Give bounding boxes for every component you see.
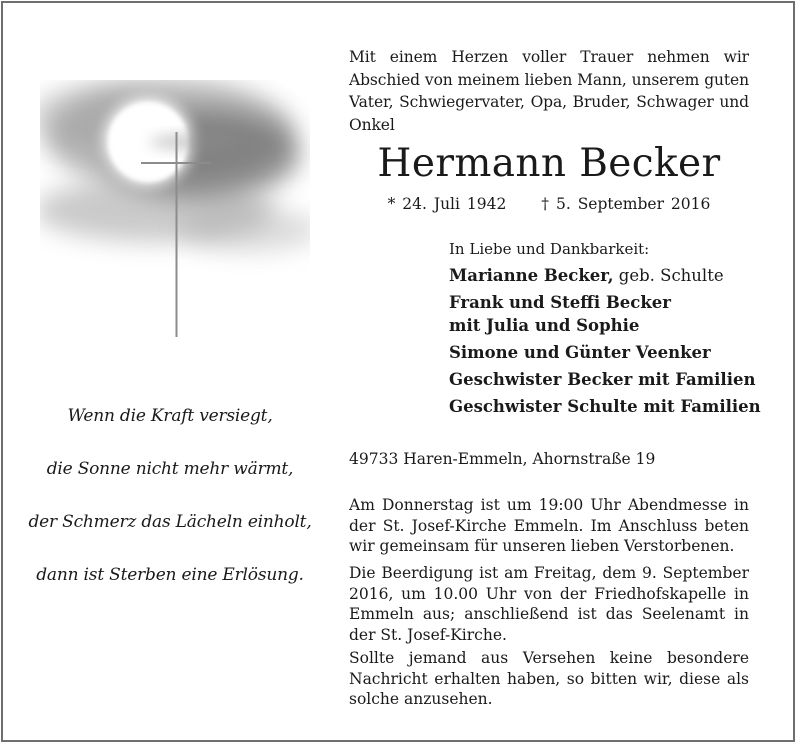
mourner-entry: Geschwister Schulte mit Familien [449, 397, 761, 416]
poem-line: die Sonne nicht mehr wärmt, [46, 459, 294, 479]
funeral-paragraph: Die Beerdigung ist am Freitag, dem 9. September 2016, um 10.00 Uhr von der Friedhofskapelle in Emmeln aus; anschließend ist das Seelenamt in der St. Josef-Kirche. [349, 564, 749, 644]
mourner-entry: Simone und Günter Veenker [449, 343, 711, 362]
mourners-intro: In Liebe und Dankbarkeit: [449, 240, 650, 258]
mourner-name: Marianne Becker, [449, 266, 614, 285]
intro-text: Mit einem Herzen voller Trauer nehmen wir Abschied von meinem lieben Mann, unserem guten Vater, Schwiegervater, Opa, Bruder, Schwager und Onkel [349, 48, 749, 134]
family-address: 49733 Haren-Emmeln, Ahornstraße 19 [349, 450, 656, 468]
deceased-name: Hermann Becker [377, 141, 721, 186]
birth-date: * 24. Juli 1942 [387, 195, 507, 213]
left-column [0, 0, 340, 747]
mourner-suffix: geb. Schulte [613, 266, 724, 285]
notice-paragraph: Sollte jemand aus Versehen keine besondere Nachricht erhalten haben, so bitten wir, diese als solche anzusehen. [349, 649, 749, 708]
mourner-entry: Geschwister Becker mit Familien [449, 370, 756, 389]
mourner-entry: mit Julia und Sophie [449, 316, 640, 335]
mourners-list [449, 240, 769, 418]
sun-cross-illustration [40, 80, 310, 390]
poem-line: der Schmerz das Lächeln einholt, [28, 512, 312, 532]
mourner-entry: Frank und Steffi Becker [449, 293, 671, 312]
mourner-entry [449, 264, 769, 287]
death-date: † 5. September 2016 [541, 195, 711, 213]
evening-mass-paragraph: Am Donnerstag ist um 19:00 Uhr Abendmesse in der St. Josef-Kirche Emmeln. Im Anschluss beten wir gemeinsam für unseren lieben Verstorbenen. [349, 496, 749, 555]
poem-line: Wenn die Kraft versiegt, [67, 406, 273, 426]
poem-line: dann ist Sterben eine Erlösung. [36, 565, 304, 585]
life-dates [349, 195, 749, 213]
